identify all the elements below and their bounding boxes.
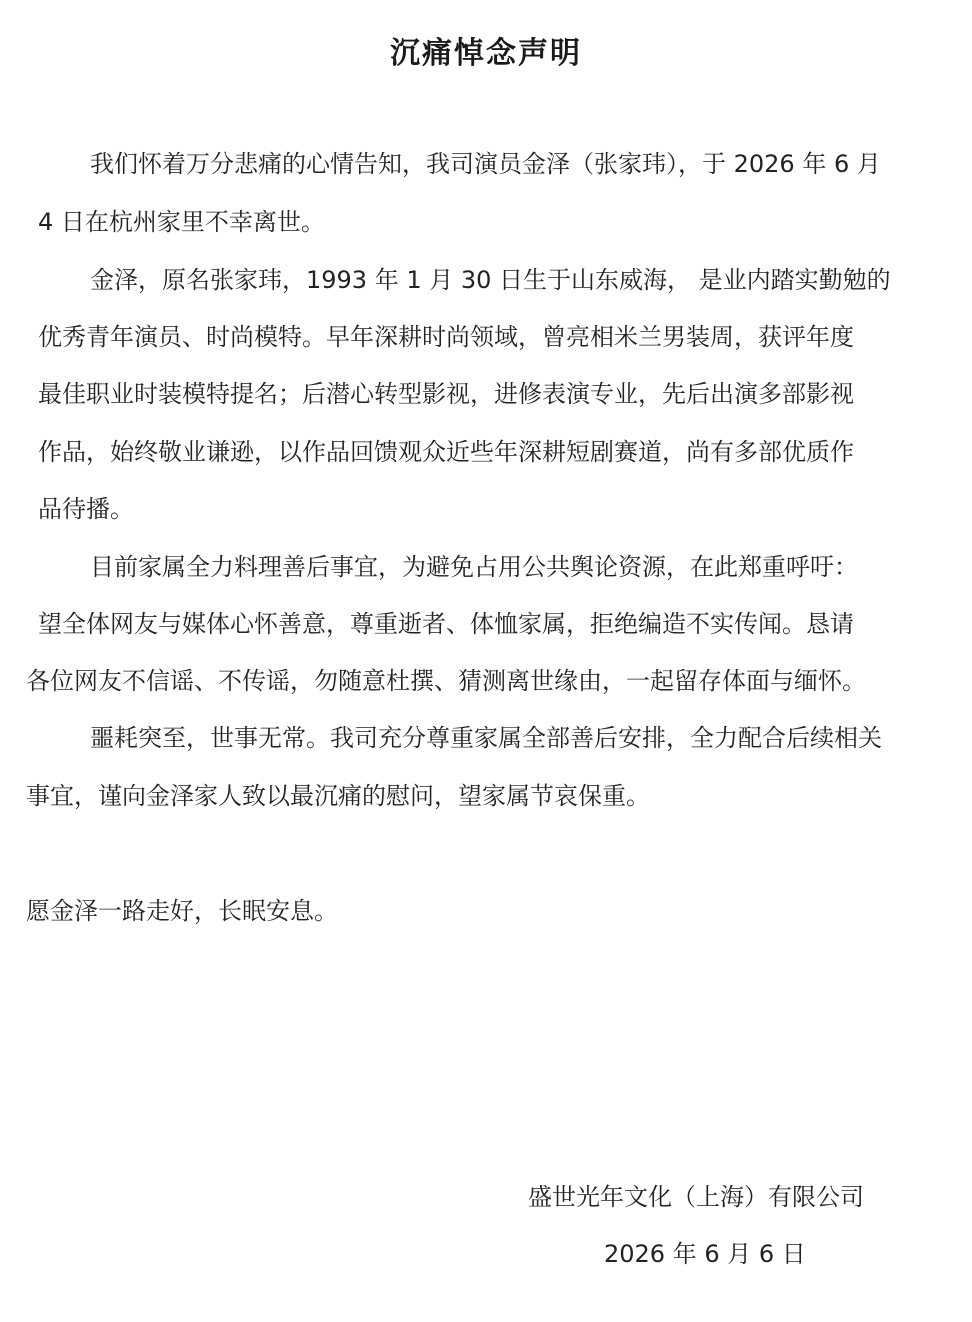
paragraph-2-line-1: 金泽，原名张家玮，1993 年 1 月 30 日生于山东威海， 是业内踏实勤勉的 bbox=[90, 266, 891, 294]
paragraph-3-line-3: 各位网友不信谣、不传谣，勿随意杜撰、猜测离世缘由，一起留存体面与缅怀。 bbox=[26, 667, 866, 695]
paragraph-1-line-1: 我们怀着万分悲痛的心情告知，我司演员金泽（张家玮），于 2026 年 6 月 bbox=[90, 150, 881, 178]
paragraph-2-line-5: 品待播。 bbox=[38, 495, 134, 523]
signature-date: 2026 年 6 月 6 日 bbox=[604, 1240, 806, 1268]
paragraph-2-line-4: 作品，始终敬业谦逊，以作品回馈观众近些年深耕短剧赛道，尚有多部优质作 bbox=[38, 438, 854, 466]
page-title: 沉痛悼念声明 bbox=[390, 36, 582, 71]
closing-line: 愿金泽一路走好，长眠安息。 bbox=[26, 897, 338, 925]
paragraph-3-line-1: 目前家属全力料理善后事宜，为避免占用公共舆论资源，在此郑重呼吁： bbox=[90, 553, 858, 581]
paragraph-4-line-1: 噩耗突至，世事无常。我司充分尊重家属全部善后安排，全力配合后续相关 bbox=[90, 724, 882, 752]
paragraph-4-line-2: 事宜，谨向金泽家人致以最沉痛的慰问，望家属节哀保重。 bbox=[26, 782, 650, 810]
paragraph-2-line-2: 优秀青年演员、时尚模特。早年深耕时尚领域，曾亮相米兰男装周，获评年度 bbox=[38, 323, 854, 351]
paragraph-2-line-3: 最佳职业时装模特提名；后潜心转型影视，进修表演专业，先后出演多部影视 bbox=[38, 380, 854, 408]
signature-company: 盛世光年文化（上海）有限公司 bbox=[528, 1183, 864, 1211]
paragraph-3-line-2: 望全体网友与媒体心怀善意，尊重逝者、体恤家属，拒绝编造不实传闻。恳请 bbox=[38, 610, 854, 638]
paragraph-1-line-2: 4 日在杭州家里不幸离世。 bbox=[38, 208, 325, 236]
